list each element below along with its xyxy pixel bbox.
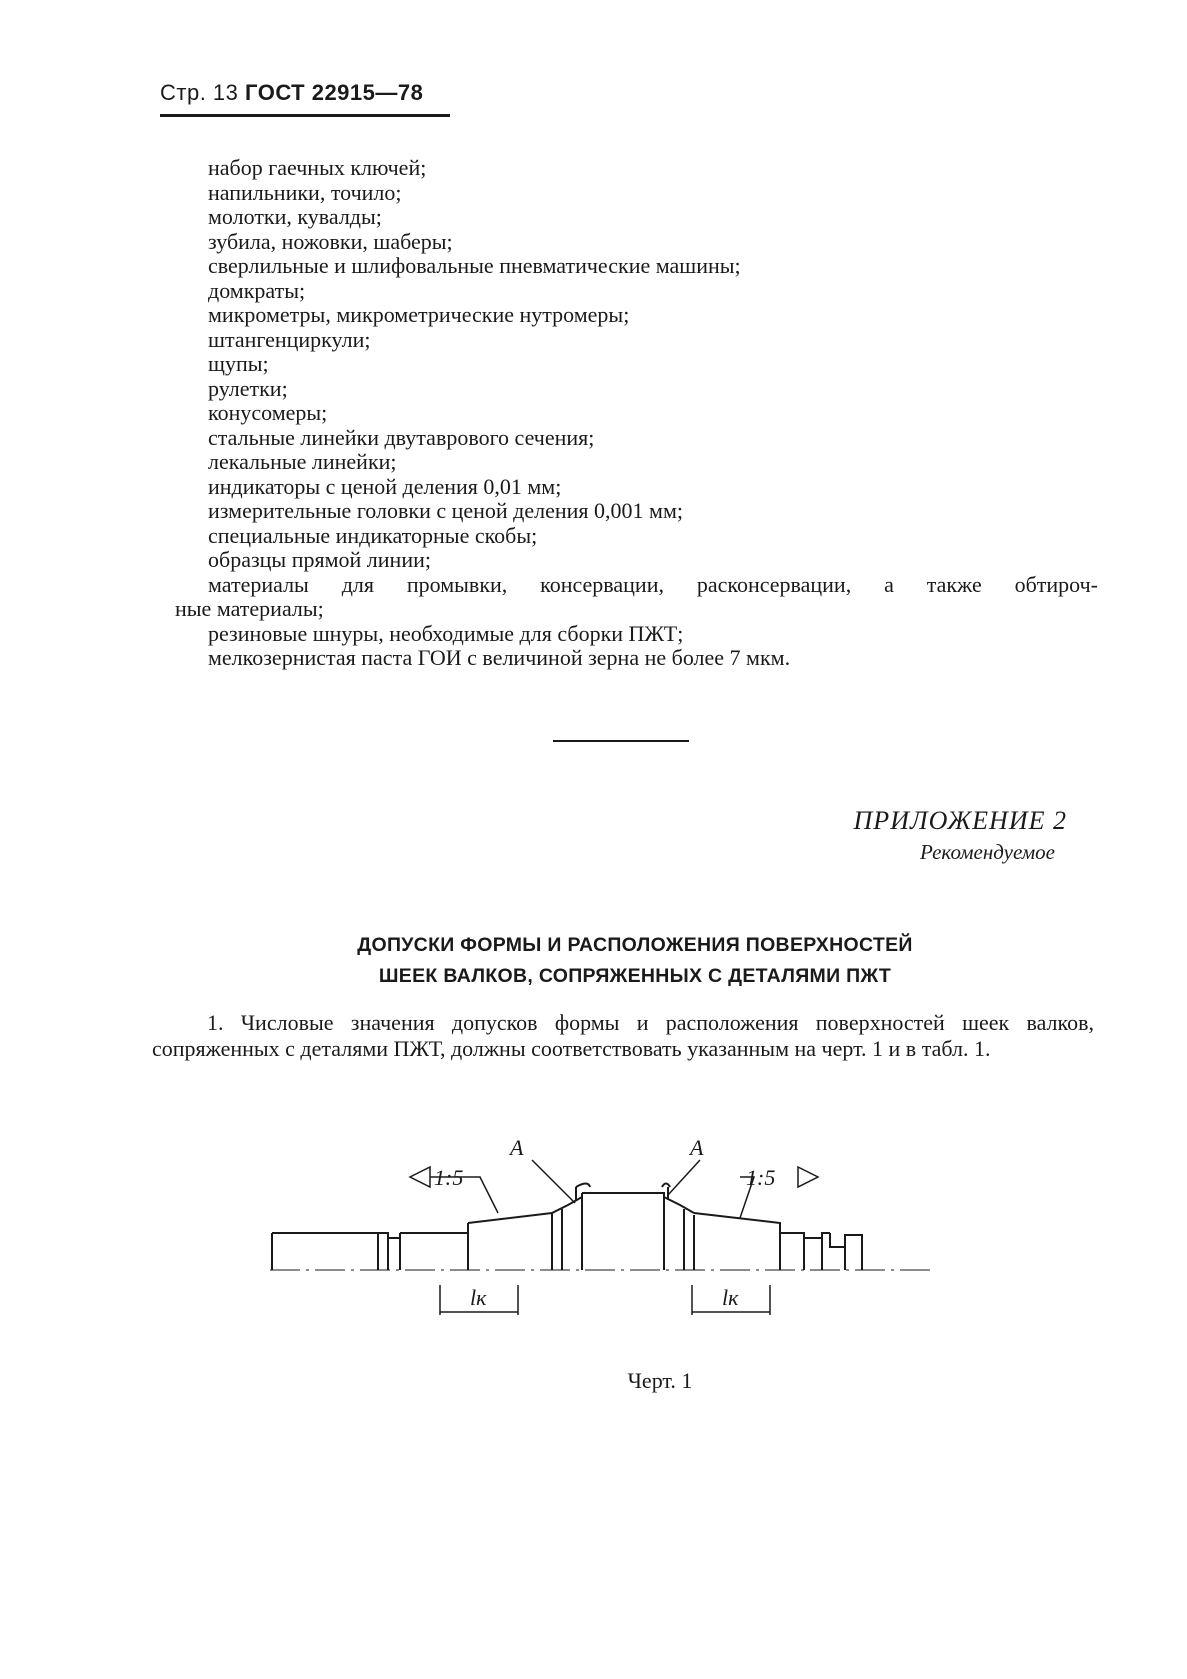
- standard-number: ГОСТ 22915—78: [245, 80, 424, 105]
- right-fillet: [664, 1197, 694, 1213]
- list-item: зубила, ножовки, шаберы;: [208, 228, 453, 254]
- page-header: [160, 80, 423, 106]
- taper-symbol-left: [410, 1167, 430, 1187]
- list-item: образцы прямой линии;: [208, 547, 431, 572]
- roll-neck-drawing: [270, 1125, 930, 1335]
- section-title-line: ШЕЕК ВАЛКОВ, СОПРЯЖЕННЫХ С ДЕТАЛЯМИ ПЖТ: [378, 965, 892, 987]
- left-taper: [468, 1213, 552, 1270]
- list-item: резиновые шнуры, необходимые для сборки ПЖТ;: [208, 620, 684, 646]
- label-a-right: A: [690, 1135, 704, 1160]
- left-fillet: [552, 1197, 582, 1213]
- shaft-end-right: [830, 1233, 862, 1270]
- page-number: Стр. 13: [160, 80, 239, 105]
- label-a-left: A: [510, 1135, 524, 1160]
- drawing-svg: [270, 1125, 930, 1335]
- list-item: индикаторы с ценой деления 0,01 мм;: [208, 473, 562, 499]
- label-taper-right: 1:5: [746, 1165, 776, 1190]
- list-item: измерительные головки с ценой деления 0,001 мм;: [208, 498, 684, 523]
- appendix-heading: [854, 806, 1067, 865]
- label-dim-right: lк: [722, 1285, 739, 1310]
- tools-list: [175, 155, 1108, 671]
- list-item: сверлильные и шлифовальные пневматические машины;: [208, 253, 741, 278]
- section-title-line: ДОПУСКИ ФОРМЫ И РАСПОЛОЖЕНИЯ ПОВЕРХНОСТЕЙ: [357, 934, 913, 956]
- separator-rule: [553, 740, 689, 742]
- list-item: лекальные линейки;: [208, 449, 397, 474]
- list-item: стальные линейки двутаврового сечения;: [208, 424, 595, 450]
- appendix-kind: Рекомендуемое: [920, 840, 1055, 864]
- list-item: микрометры, микрометрические нутромеры;: [208, 302, 630, 327]
- header-underline: [160, 114, 450, 117]
- label-taper-left: 1:5: [434, 1165, 464, 1190]
- list-item: рулетки;: [208, 375, 288, 401]
- list-item: домкраты;: [208, 277, 306, 303]
- list-item: специальные индикаторные скобы;: [208, 522, 538, 548]
- leader-a-left: [532, 1160, 575, 1203]
- paragraph: 1. Числовые значения допусков формы и расположения поверхностей шеек валков, сопряженных с деталями ПЖТ, должны соответствовать указанным на черт. 1 и в табл. 1.: [152, 1010, 1094, 1061]
- shaft-left-neck: [272, 1233, 400, 1238]
- appendix-number: ПРИЛОЖЕНИЕ 2: [853, 806, 1067, 835]
- barrel: [582, 1193, 664, 1270]
- right-taper: [694, 1213, 780, 1270]
- list-item: щупы;: [208, 351, 269, 376]
- list-item: материалы для промывки, консервации, расконсервации, а также обтироч-: [208, 571, 1098, 597]
- label-dim-left: lк: [470, 1285, 487, 1310]
- list-item: штангенциркули;: [208, 326, 371, 352]
- figure-caption: Черт. 1: [627, 1368, 693, 1393]
- left-cylinder: [400, 1223, 468, 1233]
- leader-a-right: [668, 1160, 700, 1195]
- list-item: напильники, точило;: [208, 179, 402, 205]
- list-item: мелкозернистая паста ГОИ с величиной зерна не более 7 мкм.: [208, 645, 791, 670]
- list-item-continuation: ные материалы;: [175, 596, 324, 621]
- list-item: набор гаечных ключей;: [208, 155, 427, 180]
- section-title: [160, 930, 1110, 992]
- taper-symbol-right: [798, 1167, 818, 1187]
- list-item: молотки, кувалды;: [208, 204, 382, 229]
- list-item: конусомеры;: [208, 400, 328, 425]
